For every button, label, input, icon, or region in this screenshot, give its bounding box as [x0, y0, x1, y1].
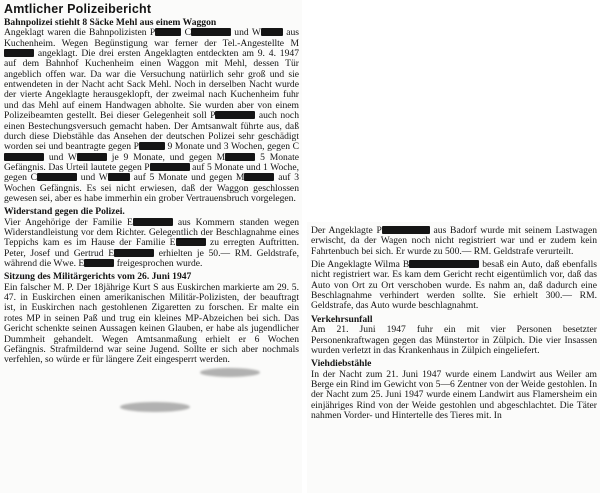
- redaction-bar: [150, 163, 190, 171]
- article-widerstand: [4, 207, 299, 269]
- article-headline: Viehdiebstähle: [311, 358, 372, 370]
- redaction-bar: [133, 218, 173, 226]
- article-headline: Verkehrsunfall: [311, 313, 373, 325]
- redaction-bar: [139, 142, 165, 150]
- redaction-bar: [4, 49, 34, 57]
- article-body: In der Nacht zum 21. Juni 1947 wurde einem Landwirt aus Weiler am Berge ein Rind im Gewicht von 5—6 Zentner von der Weide gestohlen. In der Nacht zum 25. Juni 1947 wurde einem Landwirt aus Flamersheim ein einjähriges Rind von der Weide gestohlen und abgeschlachtet. Die Täter nahmen Vorder- und Hintertelle des Tieres mit. In: [311, 368, 597, 421]
- redaction-bar: [114, 249, 154, 257]
- ink-smudge: [120, 402, 190, 412]
- redaction-bar: [225, 153, 255, 161]
- redaction-bar: [37, 173, 77, 181]
- redaction-bar: [382, 226, 430, 234]
- article-mehl-diebstahl: [4, 18, 299, 204]
- article-militaergericht: [4, 272, 299, 365]
- redaction-bar: [108, 173, 130, 181]
- article-body: Die Angeklagte Wilma B besaß ein Auto, daß ebenfalls nicht registriert war. Es kam dem Gericht recht eigentümlich vor, daß das Auto von Ort zu Ort verschoben wurde. Es nahm an, daß dadurch eine Beschlagnahme verhindert werden sollte. Sie erhielt 300.— RM. Geldstrafe, das Auto wurde beschlagnahmt.: [311, 259, 597, 312]
- right-clipping: [307, 222, 600, 493]
- article-body: Der Angeklagte P aus Badorf wurde mit seinem Lastwagen erwischt, da der Wagen noch nicht registriert war und er zudem kein Fahrtenbuch bei sich. Er wurde zu 500.— RM. Geldstrafe verurteilt.: [311, 225, 597, 257]
- article-body: Am 21. Juni 1947 fuhr ein mit vier Personen besetzter Personenkraftwagen gegen das Münstertor in Zülpich. Die vier Insassen wurden verletzt in das Krankenhaus in Zülpich eingeliefert.: [311, 324, 597, 356]
- redaction-bar: [409, 260, 479, 268]
- article-headline: Bahnpolizei stiehlt 8 Säcke Mehl aus einem Waggon: [4, 17, 217, 28]
- masthead: Amtlicher Polizeibericht: [4, 2, 152, 16]
- redaction-bar: [215, 111, 255, 119]
- article-headline: Widerstand gegen die Polizei.: [4, 206, 125, 218]
- redaction-bar: [261, 28, 283, 36]
- article-viehdiebstaehle: [311, 359, 597, 421]
- article-headline: Sitzung des Militärgerichts vom 26. Juni 1947: [4, 271, 192, 283]
- redaction-bar: [244, 173, 274, 181]
- redaction-bar: [191, 28, 231, 36]
- ink-smudge: [200, 368, 260, 377]
- article-lastwagen: [311, 226, 597, 257]
- redaction-bar: [77, 153, 107, 161]
- article-auto: [311, 260, 597, 312]
- redaction-bar: [176, 238, 206, 246]
- redaction-bar: [84, 259, 114, 267]
- article-verkehrsunfall: [311, 315, 597, 356]
- redaction-bar: [155, 28, 181, 36]
- redaction-bar: [4, 153, 44, 161]
- article-body: Angeklagt waren die Bahnpolizisten P C und W aus Kuchenheim. Wegen Begünstigung war ferner der Tel.-Angestellte M angeklagt. Die drei ersten Angeklagten entdeckten am 9. 4. 1947 auf dem Bahnhof Kuchenheim einen Waggon mit Mehl, dessen Tür angeblich offen war. Da war die Versuchung natürlich sehr groß und sie entwendeten in der Nacht acht Sack Mehl. Noch in derselben Nacht wurde der vierte Angeklagte herausgeklopft, der zweimal nach Kuchenheim fuhr und das Mehl auf einem Handwagen abholte. Sie wurden aber von einem Polizeibeamten gestellt. Bei dieser Gelegenheit soll P auch noch einen Bestechungsversuch gemacht haben. Der Amtsanwalt führte aus, daß durch diese Diebstähle das Ansehen der deutschen Polizei sehr geschädigt worden sei und beantragte gegen P 9 Monate und 3 Wochen, gegen C und W je 9 Monate, und gegen M 5 Monate Gefängnis. Das Urteil lautete gegen P auf 5 Monate und 1 Woche, gegen C und W auf 5 Monate und gegen M auf 3 Wochen Gefängnis. Es sei nicht erwiesen, daß der Waggon geschlossen gewesen sei, aber es habe immerhin ein grober Vertrauensbruch vorgelegen.: [4, 27, 300, 204]
- article-body: Vier Angehörige der Familie E aus Kommern standen wegen Widerstandleistung vor dem Richter. Gelegentlich der Beschlagnahme eines Teppichs kam es im Hause der Familie E zu erregten Auftritten. Peter, Josef und Gertrud E erhielten je 50.— RM. Geldstrafe, während die Wwe. E freigesprochen wurde.: [4, 216, 300, 270]
- article-body: Ein falscher M. P. Der 18jährige Kurt S aus Euskirchen markierte am 29. 5. 47. in Euskirchen einen amerikanischen Militär-Polizisten, der beauftragt ist, in Euskirchen nach gestohlenen Zigaretten zu forschen. Er malte ein rotes MP in seinen Paß und trug ein kleines MP-Abzeichen bei sich. Das Gericht schenkte seinen Aussagen keinen Glauben, er habe als jugendlicher Dummheit gehandelt. Wegen Amtsanmaßung erhielt er 6 Wochen Gefängnis. Strafmildernd war seine Jugend. Sollte er sich aber nochmals verfehlen, so würde er für längere Zeit eingesperrt werden.: [4, 281, 299, 366]
